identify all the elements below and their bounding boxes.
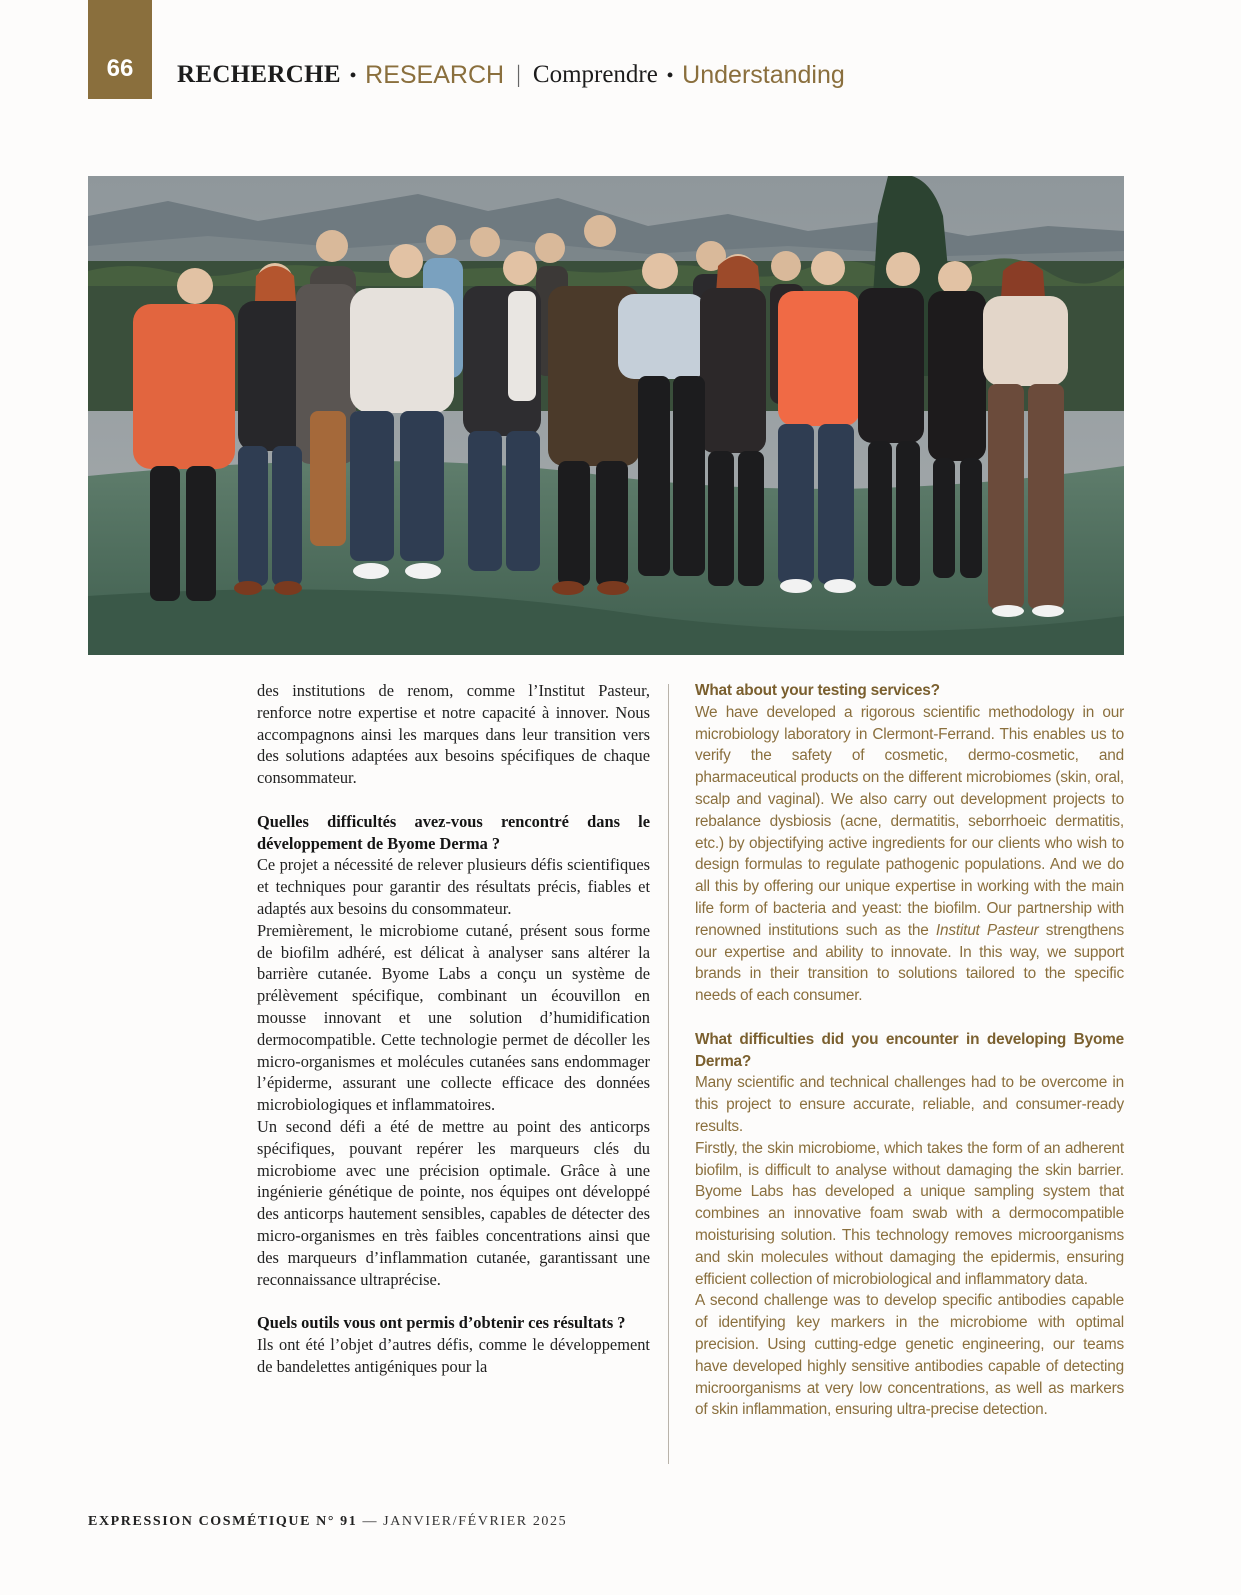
footer-issue-date: JANVIER/FÉVRIER 2025 — [383, 1514, 568, 1529]
fr-answer-paragraph-3: Un second défi a été de mettre au point des anticorps spécifiques, pouvant repérer les marqueurs clés du microbiome avec une précision optimale. Grâce à une ingénierie génétique de pointe, nos équipes ont développé des anticorps hautement sensibles, capables de détecter des micro-organismes en très faibles concentrations ainsi que des marqueurs d’inflammation cutanée, garantissant une reconnaissance ultraprécise. — [257, 1116, 650, 1289]
section-title-en: RESEARCH — [365, 60, 505, 89]
column-divider — [668, 684, 669, 1464]
separator-pipe: | — [516, 61, 521, 88]
en-answer-paragraph-3: A second challenge was to develop specific antibodies capable of identifying key markers in the microbiome with optimal precision. Using cutting-edge genetic engineering, our teams have developed highly sensitive antibodies capable of detecting microorganisms at very low concentrations, as well as markers of skin inflammation, ensuring ultra-precise detection. — [695, 1292, 1124, 1419]
section-title-fr: RECHERCHE — [177, 61, 341, 88]
topic-title-en: Understanding — [682, 60, 845, 89]
en-answer-testing-text-1: We have developed a rigorous scientific methodology in our microbiology laboratory in Clermont-Ferrand. This enables us to verify the safety of cosmetic, dermo-cosmetic, and pharmaceutical products on the different microbiomes (skin, oral, scalp and vaginal). We also carry out development projects to rebalance dysbiosis (acne, dermatitis, seborrhoeic dermatitis, etc.) by objectifying active ingredients for our clients who wish to design formulas to regulate pathogenic populations. And we do all this by offering our unique expertise in working with the main life form of bacteria and yeast: the biofilm. Our partnership with renowned institutions such as the — [695, 703, 1124, 939]
en-question-testing: What about your testing services? — [695, 682, 940, 699]
en-institut-pasteur-italic: Institut Pasteur — [935, 921, 1039, 939]
separator-dot: • — [349, 64, 357, 85]
section-header — [177, 57, 845, 93]
topic-title-fr: Comprendre — [532, 61, 658, 88]
fr-answer-tools-paragraph: Ils ont été l’objet d’autres défis, comme le développement de bandelettes antigéniques pour la — [257, 1334, 650, 1376]
team-photo — [88, 176, 1124, 655]
group-photo-icon — [88, 176, 1124, 655]
fr-answer-paragraph-2: Premièrement, le microbiome cutané, présent sous forme de biofilm adhéré, est délicat à analyser sans altérer la barrière cutanée. Byome Labs a conçu un système de prélèvement spécifique, combinant un écouvillon en mousse innovant et une solution d’humidification dermocompatible. Cette technologie permet de décoller les micro-organismes et molécules cutanées sans endommager l’épiderme, assurant une collecte efficace des données microbiologiques et inflammatoires. — [257, 920, 650, 1115]
en-answer-paragraph-2: Firstly, the skin microbiome, which takes the form of an adherent biofilm, is difficult to analyse without damaging the skin barrier. Byome Labs has developed a unique sampling system that combines an innovative foam swab with a dermocompatible moisturising solution. This technology removes microorganisms and skin molecules without damaging the epidermis, ensuring efficient collection of microbiological and inflammatory data. — [695, 1139, 1124, 1288]
en-answer-testing-text-2: strengthens our expertise and ability to innovate. In this way, we support brands in their transition to solutions tailored to the specific needs of each consumer. — [695, 921, 1124, 1005]
footer-dash: — — [362, 1514, 379, 1529]
fr-intro-paragraph: des institutions de renom, comme l’Institut Pasteur, renforce notre expertise et notre capacité à innover. Nous accompagnons ainsi les marques dans leur transition vers des solutions adaptées aux besoins spécifiques de chaque consommateur. — [257, 681, 650, 788]
en-answer-testing-paragraph — [695, 702, 1124, 1007]
separator-dot-2: • — [666, 64, 674, 85]
page-number: 66 — [106, 55, 134, 82]
french-column — [257, 680, 650, 1378]
en-question-difficulties: What difficulties did you encounter in developing Byome Derma? — [695, 1030, 1124, 1070]
footer-magazine-title: EXPRESSION COSMÉTIQUE N° 91 — [88, 1514, 358, 1529]
fr-question-tools: Quels outils vous ont permis d’obtenir ces résultats ? — [257, 1313, 626, 1333]
page-footer — [88, 1514, 567, 1530]
page-number-tab — [88, 0, 152, 99]
fr-question-difficulties: Quelles difficultés avez-vous rencontré dans le développement de Byome Derma ? — [257, 811, 650, 853]
en-answer-paragraph-1: Many scientific and technical challenges had to be overcome in this project to ensure accurate, reliable, and consumer-ready results. — [695, 1074, 1124, 1135]
english-column — [695, 680, 1124, 1421]
fr-answer-paragraph-1: Ce projet a nécessité de relever plusieurs défis scientifiques et techniques pour garantir des résultats précis, fiables et adaptés aux besoins du consommateur. — [257, 855, 650, 918]
